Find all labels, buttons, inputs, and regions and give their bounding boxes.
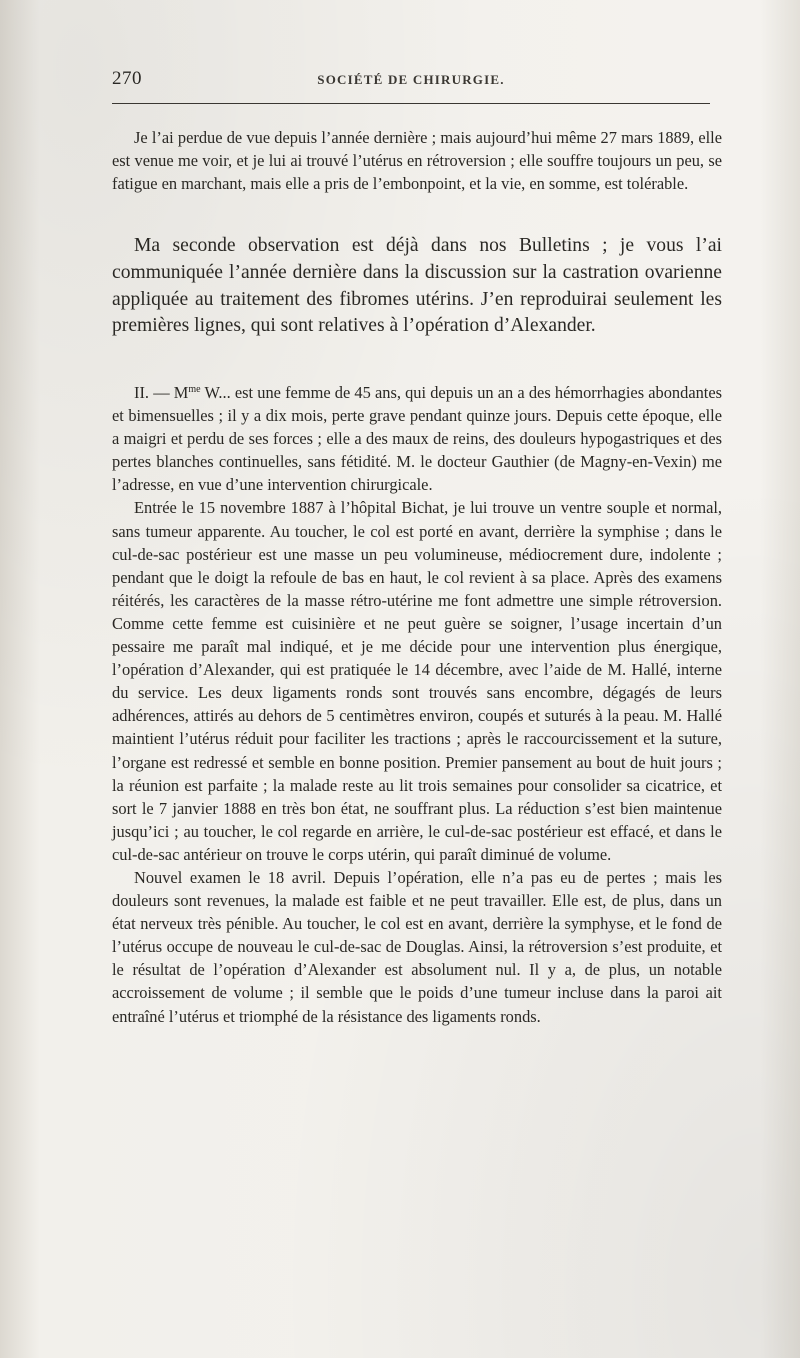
observation-text: W... est une femme de 45 ans, qui depuis un an a des hémorrhagies abondantes et bimensuelles ; il y a dix mois, perte grave pendant quinze jours. Depuis cette époque, elle a maigri et perdu de ses forces ; elle a des maux de reins, des douleurs hypogastriques et des pertes blanches continuelles, sans fétidité. M. le docteur Gauthier (de Magny-en-Vexin) me l’adresse, en vue d’une intervention chirurgicale.: [112, 383, 722, 495]
paragraph-block-small-1: [112, 126, 722, 195]
paragraph-3: [112, 381, 722, 496]
observation-block: [112, 381, 722, 1028]
header-rule: [112, 103, 710, 104]
superscript-me: me: [188, 384, 201, 395]
running-title: SOCIÉTÉ DE CHIRURGIE.: [317, 72, 505, 87]
paragraph-1: Je l’ai perdue de vue depuis l’année dernière ; mais aujourd’hui même 27 mars 1889, elle est venue me voir, et je lui ai trouvé l’utérus en rétroversion ; elle souffre toujours un peu, se fatigue en marchant, mais elle a pris de l’embonpoint, et la vie, en somme, est tolérable.: [112, 128, 722, 194]
paragraph-4: Entrée le 15 novembre 1887 à l’hôpital Bichat, je lui trouve un ventre souple et normal, sans tumeur apparente. Au toucher, le col est porté en avant, derrière la symphise ; dans le cul-de-sac postérieur est une masse un peu volumineuse, médiocrement dure, indolente ; pendant que le doigt la refoule de bas en haut, le col revient à sa place. Après des examens réitérés, les caractères de la masse rétro-utérine me font admettre une simple rétroversion. Comme cette femme est cuisinière et ne peut guère se soigner, l’usage incertain d’un pessaire me paraît mal indiqué, et je me décide pour une intervention plus énergique, l’opération d’Alexander, qui est pratiquée le 14 décembre, avec l’aide de M. Hallé, interne du service. Les deux ligaments ronds sont trouvés sans encombre, dégagés de leurs adhérences, attirés au dehors de 5 centimètres environ, coupés et suturés à la peau. M. Hallé maintient l’utérus réduit pour faciliter les tractions ; après le raccourcissement et la suture, l’organe est redressé et semble en bonne position. Premier pansement au bout de huit jours ; la réunion est parfaite ; la malade reste au lit trois semaines pour consolider sa cicatrice, et sort le 7 janvier 1888 en très bon état, ne souffrant plus. La réduction s’est bien maintenue jusqu’ici ; au toucher, le col regarde en arrière, le cul-de-sac postérieur est effacé, et dans le cul-de-sac antérieur on trouve le corps utérin, qui paraît diminué de volume.: [112, 498, 722, 864]
paragraph-block-large: [112, 233, 722, 340]
observation-prefix: II. — M: [134, 383, 189, 402]
page-header: [112, 68, 710, 96]
paragraph-2: Ma seconde observation est déjà dans nos Bulletins ; je vous l’ai communiquée l’année dernière dans la discussion sur la castration ovarienne appliquée au traitement des fibromes utérins. J’en reproduirai seulement les premières lignes, qui sont relatives à l’opération d’Alexander.: [112, 235, 722, 337]
paragraph-5: Nouvel examen le 18 avril. Depuis l’opération, elle n’a pas eu de pertes ; mais les douleurs sont revenues, la malade est faible et ne peut travailler. Elle est, de plus, dans un état nerveux très pénible. Au toucher, le col est en avant, derrière la symphyse, et le fond de l’utérus occupe de nouveau le cul-de-sac de Douglas. Ainsi, la rétroversion s’est produite, et le résultat de l’opération d’Alexander est absolument nul. Il y a, de plus, un notable accroissement de volume ; il semble que le poids d’une tumeur incluse dans la paroi ait entraîné l’utérus et triomphé de la résistance des ligaments ronds.: [112, 867, 722, 1026]
page-number: 270: [112, 68, 142, 89]
